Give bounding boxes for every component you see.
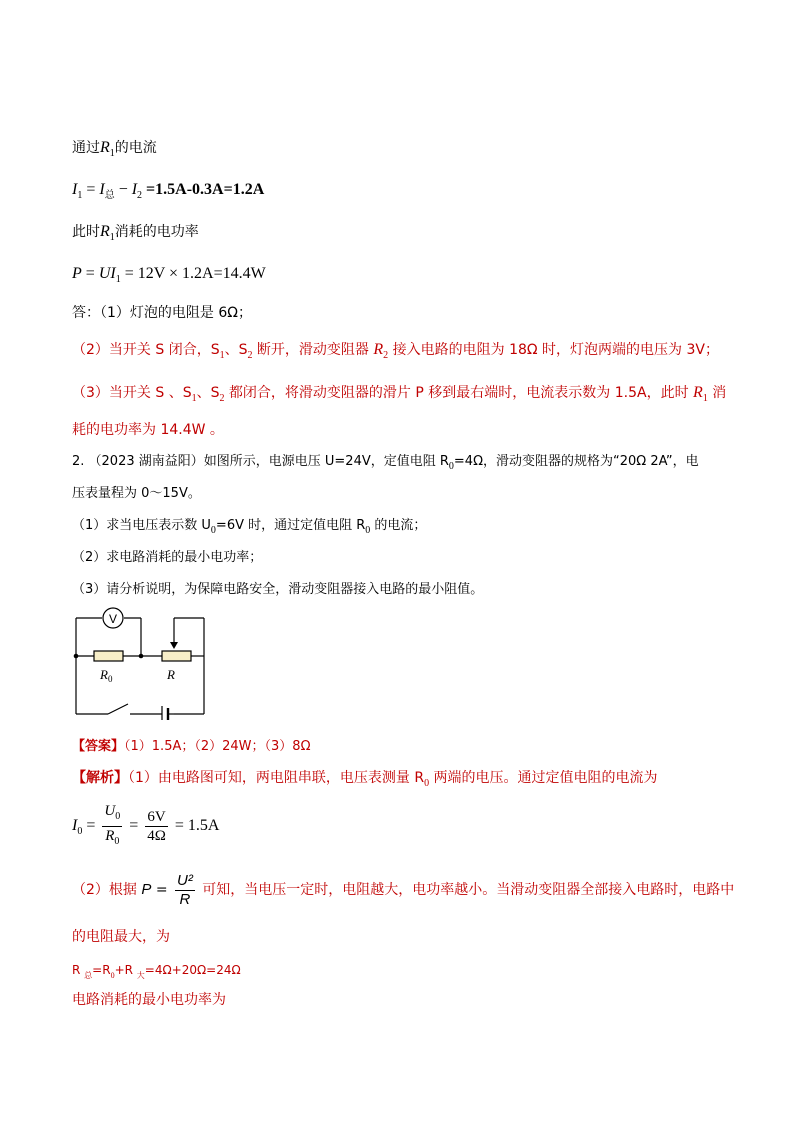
answer-line-3: （3）当开关 S 、$S_1$、$S_2$ 都闭合，将滑动变阻器的滑片 P 移到最右端时，电流表示数为 1.5A，此时 $R_1$ 消 <box>72 384 727 404</box>
equation-power: $P = UI_1 = 12V \times 1.2A=14.4W$ <box>72 265 266 285</box>
equation-i0: $I_0$ = $\frac{U_0}{R_0}$ = $\frac{6V}{4\Omega}$ = 1.5A <box>72 802 219 852</box>
rheostat-r <box>162 651 191 661</box>
answer-summary: 【答案】（1）1.5A；（2）24W；（3）8Ω <box>72 739 311 754</box>
question-2: 2. （2023 湖南益阳）如图所示，电源电压 U=24V，定值电阻 $R_0=4\Omega$，滑动变阻器的规格为“20Ω 2A”，电 <box>72 454 699 472</box>
resistor-r0 <box>94 651 123 661</box>
question-2-part-2: （2）求电路消耗的最小电功率； <box>72 550 263 565</box>
answer-line-1: 答：（1）灯泡的电阻是 6Ω； <box>72 305 252 321</box>
fraction-6v-4ohm: $\frac{6V}{4\Omega}$ <box>147 809 166 844</box>
total-resistance-line: R $_总=R_0+R$ $_大$=4Ω+20Ω=24Ω <box>72 963 241 980</box>
voltmeter-label: V <box>108 612 118 626</box>
r-label: R <box>167 667 175 682</box>
equation-i1: $I_1 = I_总 - I_2 =1.5A-0.3A=1.2A$ <box>72 181 265 201</box>
answer-line-3-cont: 耗的电功率为 14.4W 。 <box>72 422 224 438</box>
circuit-diagram <box>66 604 216 720</box>
fraction-u2-r: $\frac{\text{U²}}{R}$ <box>177 871 193 908</box>
text-line-current-r1: 通过$R_1$的电流 <box>72 139 157 159</box>
analysis-line-2-cont: 的电阻最大，为 <box>72 929 170 945</box>
analysis-line-2: （2）根据 P = $\frac{\text{U²}}{R}$ 可知，当电压一定时，电阻越大，电功率越小。当滑动变阻器全部接入电路时，电路中 <box>72 871 735 908</box>
analysis-line-1: 【解析】（1）由电路图可知，两电阻串联，电压表测量 $R_0$ 两端的电压。通过定值电阻的电流为 <box>72 770 658 789</box>
r0-label: $R_0$ <box>100 667 113 684</box>
fraction-u0-r0: $\frac{U_0}{R_0}$ <box>104 803 121 847</box>
slider-arrow-icon <box>170 642 178 649</box>
question-2-cont: 压表量程为 0～15V。 <box>72 486 201 501</box>
question-2-part-1: （1）求当电压表示数 $U_0=6V$ 时，通过定值电阻 $R_0$ 的电流； <box>72 518 427 536</box>
question-2-part-3: （3）请分析说明，为保障电路安全，滑动变阻器接入电路的最小阻值。 <box>72 582 484 597</box>
answer-line-2: （2）当开关 S 闭合，$S_1$、$S_2$ 断开，滑动变阻器 $R_2$ 接入电路的电阻为 18Ω 时，灯泡两端的电压为 3V； <box>72 341 719 361</box>
text-line-power-r1: 此时$R_1$消耗的电功率 <box>72 223 199 243</box>
analysis-line-3: 电路消耗的最小电功率为 <box>72 992 226 1008</box>
